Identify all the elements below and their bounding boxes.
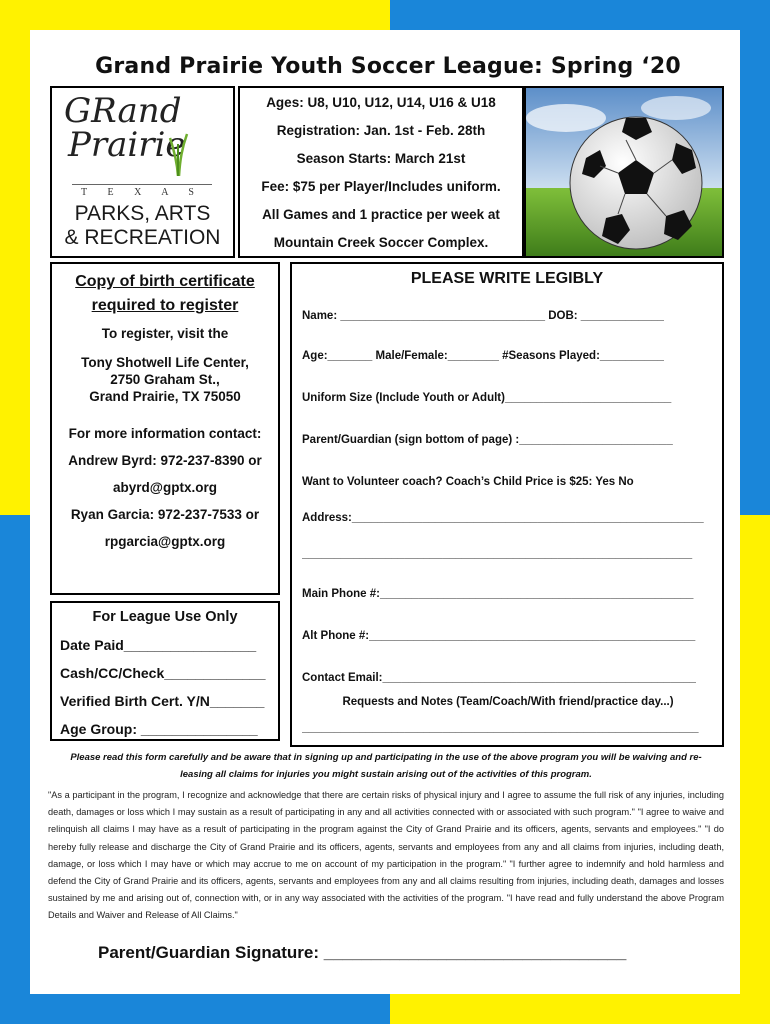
frame-blue-bottom	[0, 994, 390, 1024]
verified-birth-cert-field[interactable]: Verified Birth Cert. Y/N_______	[60, 693, 265, 709]
waiver-notice-line1: Please read this form carefully and be aware that in signing up and participating in the use of the above program you will be waiving and re-	[70, 752, 702, 763]
registration-info-box	[50, 262, 280, 595]
logo-script-line1: GRand	[64, 91, 182, 131]
address-field[interactable]: Address:_______________________________________________________	[302, 512, 704, 524]
waiver-notice	[48, 749, 724, 783]
logo-script	[64, 91, 224, 165]
soccer-ball-icon	[526, 88, 722, 256]
payment-method-field[interactable]: Cash/CC/Check_____________	[60, 665, 266, 681]
logo-script-line2: Prairie	[68, 125, 186, 165]
email-ryan: rpgarcia@gptx.org	[104, 534, 226, 549]
info-registration: Registration: Jan. 1st - Feb. 28th	[276, 123, 486, 138]
age-gender-seasons-field[interactable]: Age:_______ Male/Female:________ #Seasons Played:__________	[302, 350, 664, 362]
frame-blue-right	[740, 0, 770, 515]
grass-icon	[166, 132, 190, 176]
uniform-size-field[interactable]: Uniform Size (Include Youth or Adult)__________________________	[302, 392, 672, 404]
contact-email-field[interactable]: Contact Email:_________________________________________________	[302, 672, 696, 684]
birth-cert-heading-line2: required to register	[91, 297, 239, 314]
frame-yellow-right	[740, 515, 770, 1024]
info-season: Season Starts: March 21st	[296, 151, 466, 166]
email-andrew: abyrd@gptx.org	[113, 480, 217, 495]
info-games: All Games and 1 practice per week at	[262, 207, 500, 222]
league-use-heading: For League Use Only	[92, 609, 238, 625]
info-location: Mountain Creek Soccer Complex.	[273, 235, 489, 250]
form-heading: PLEASE WRITE LEGIBLY	[410, 270, 604, 287]
location-line2: 2750 Graham St.,	[110, 372, 220, 387]
league-use-box	[50, 601, 280, 741]
logo-texas: T E X A S	[72, 184, 212, 198]
soccer-ball-photo	[524, 86, 724, 258]
logo-parks-line2: & RECREATION	[64, 226, 221, 249]
date-paid-field[interactable]: Date Paid_________________	[60, 637, 257, 653]
league-info	[238, 86, 524, 258]
signature-field[interactable]: Parent/Guardian Signature: ________________________________	[98, 943, 627, 962]
logo-parks-text	[56, 202, 229, 250]
contact-ryan: Ryan Garcia: 972-237-7533 or	[70, 507, 260, 522]
main-phone-field[interactable]: Main Phone #:_________________________________________________	[302, 588, 694, 600]
contact-andrew: Andrew Byrd: 972-237-8390 or	[68, 453, 262, 468]
frame-yellow-top	[0, 0, 390, 30]
name-dob-field[interactable]: Name: ________________________________ DOB: _____________	[302, 310, 664, 322]
requests-field[interactable]: ______________________________________________________________	[302, 722, 699, 734]
flyer-sheet	[38, 38, 732, 986]
location-line3: Grand Prairie, TX 75050	[89, 389, 241, 404]
frame-blue-top	[390, 0, 770, 30]
frame-yellow-bottom	[390, 994, 770, 1024]
more-info-heading: For more information contact:	[68, 426, 262, 441]
age-group-field[interactable]: Age Group: _______________	[60, 721, 258, 737]
register-visit-text: To register, visit the	[101, 326, 229, 341]
info-fee: Fee: $75 per Player/Includes uniform.	[261, 179, 501, 194]
frame-yellow-left	[0, 0, 30, 515]
waiver-notice-line2: leasing all claims for injuries you might sustain arising out of the activities of this program.	[180, 769, 592, 780]
requests-label: Requests and Notes (Team/Coach/With friend/practice day...)	[342, 696, 674, 708]
page-title: Grand Prairie Youth Soccer League: Spring ‘20	[95, 54, 681, 79]
birth-cert-heading-line1: Copy of birth certificate	[75, 273, 255, 290]
parks-logo	[50, 86, 235, 258]
parent-guardian-field[interactable]: Parent/Guardian (sign bottom of page) :________________________	[302, 434, 673, 446]
alt-phone-field[interactable]: Alt Phone #:___________________________________________________	[302, 630, 696, 642]
address-line2-field[interactable]: _____________________________________________________________	[302, 548, 693, 560]
registration-form	[290, 262, 724, 747]
info-ages: Ages: U8, U10, U12, U14, U16 & U18	[266, 95, 496, 110]
waiver-text: "As a participant in the program, I recognize and acknowledge that there are certain risks of physical injury and I agree to assume the full risk of any injuries, including death, damages or loss which I may sustain as a result of participating in any and all activities connected with or associated with such program." "I agree to waive and relinquish all claims I may have as a result of participating in the program against the City of Grand Prairie and its officers, agents, servants and employees." "I do hereby fully release and discharge the City of Grand Prairie and its officers, agents, servants and employees from any and all claims from injuries, including death, damage, or loss which I may have or which may accrue to me on account of my participation in the program." "I further agree to indemnify and hold harmless and defend the City of Grand Prairie and its officers, agents, servants and employees from any and all claims resulting from injuries, including death, damages and losses sustained by me and arising out of, connection with, or in any way associated with the activities of the program. "I have read and fully understand the above Program Details and Waiver and Release of All Claims."	[48, 790, 724, 921]
volunteer-coach-field[interactable]: Want to Volunteer coach? Coach’s Child Price is $25: Yes No	[302, 476, 634, 488]
frame-blue-left	[0, 515, 30, 1024]
location-line1: Tony Shotwell Life Center,	[81, 355, 249, 370]
logo-parks-line1: PARKS, ARTS	[74, 202, 211, 225]
